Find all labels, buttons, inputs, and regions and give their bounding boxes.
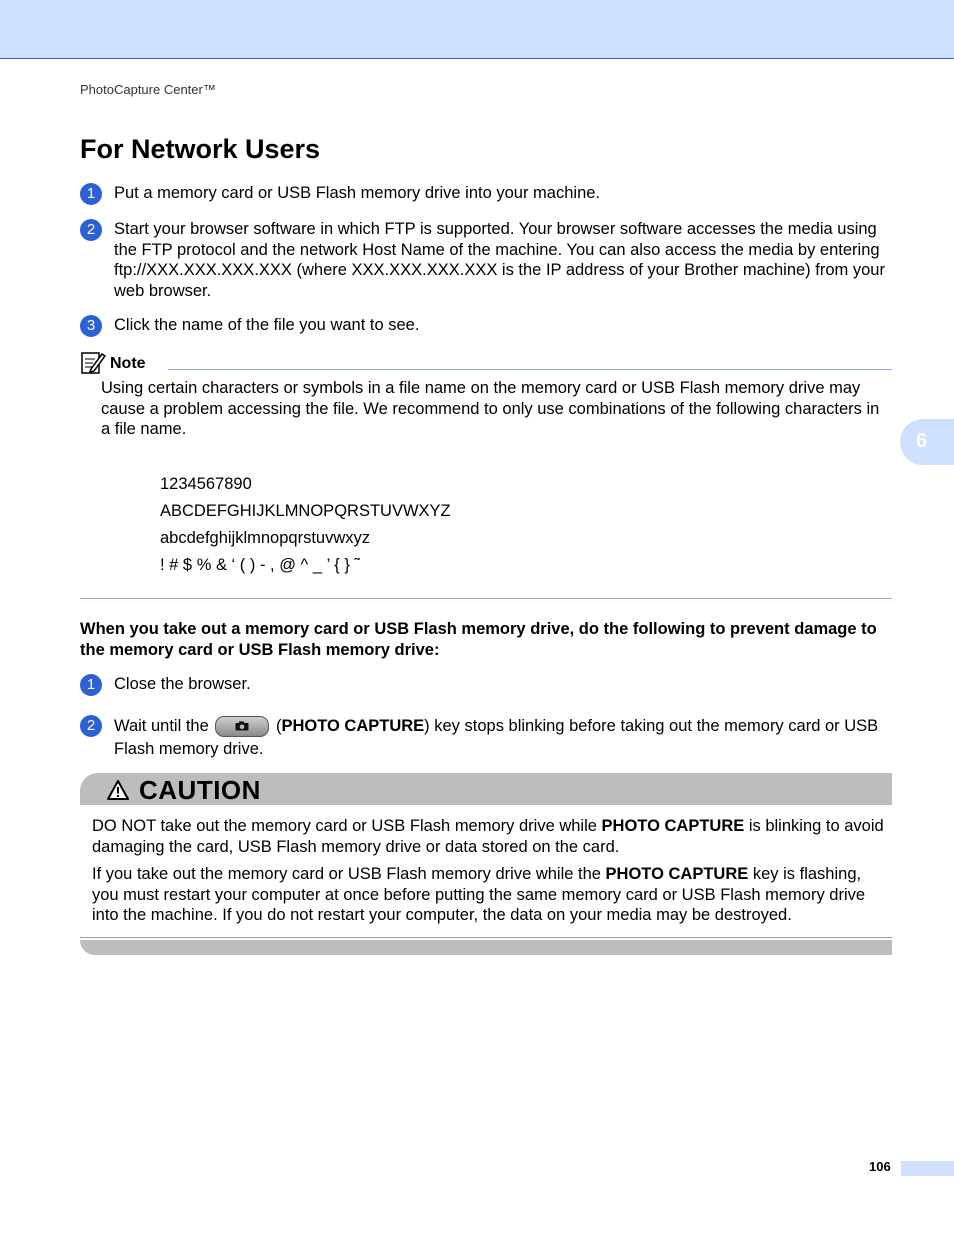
step-text: Start your browser software in which FTP is supported. Your browser software accesses the media using the FTP protocol and the network Host Name of the machine. You can also access the media by entering ftp://XXX.XXX.XXX.XXX (where XXX.XXX.XXX.XXX is the IP address of your Brother machine) from your web browser. [114, 220, 885, 300]
step-number: 1 [80, 183, 102, 205]
chapter-number: 6 [916, 430, 928, 452]
step-number: 2 [80, 219, 102, 241]
step-1 [80, 183, 892, 204]
caution-footer-bar [80, 940, 892, 955]
running-head: PhotoCapture Center™ [80, 82, 216, 97]
step-number: 3 [80, 315, 102, 337]
caution-paragraph-2 [92, 864, 892, 926]
caution-header [80, 773, 892, 805]
step-text: Put a memory card or USB Flash memory drive into your machine. [114, 184, 601, 202]
note-divider [168, 369, 892, 370]
caution-label: CAUTION [139, 775, 261, 805]
caution-text: If you take out the memory card or USB Flash memory drive while the [92, 865, 601, 883]
page-number: 106 [869, 1159, 891, 1174]
step-3 [80, 315, 892, 336]
step-number: 2 [80, 715, 102, 737]
step-text-after: ) key stops blinking before taking out the memory card or USB Flash memory drive. [114, 717, 879, 758]
allowed-symbols: ! # $ % & ‘ ( ) - , @ ^ _ ’ { } ˜ [160, 556, 360, 574]
note-divider-bottom [80, 598, 892, 599]
step-text [114, 715, 892, 761]
step-number: 1 [80, 674, 102, 696]
caution-text: is blinking to avoid damaging the card, USB Flash memory drive or data stored on the card. [92, 817, 884, 856]
caution-text: DO NOT take out the memory card or USB Flash memory drive while [92, 817, 597, 835]
page-number-tab [901, 1161, 954, 1176]
allowed-lowercase: abcdefghijklmnopqrstuvwxyz [160, 529, 371, 547]
removal-step-2 [80, 715, 892, 761]
camera-icon [235, 721, 249, 731]
step-text-before: Wait until the [114, 717, 209, 735]
paren-open: ( [275, 717, 282, 735]
caution-divider [80, 937, 892, 938]
removal-step-1 [80, 674, 892, 695]
note-label: Note [110, 355, 146, 372]
allowed-uppercase: ABCDEFGHIJKLMNOPQRSTUVWXYZ [160, 502, 451, 520]
note-text: Using certain characters or symbols in a file name on the memory card or USB Flash memory drive may cause a problem accessing the file. We recommend to only use combinations of the following characters in a file name. [101, 379, 880, 438]
removal-heading: When you take out a memory card or USB Flash memory drive, do the following to prevent damage to the memory card or USB Flash memory drive: [80, 620, 877, 659]
chapter-tab [900, 419, 954, 465]
step-text: Close the browser. [114, 675, 251, 693]
step-2 [80, 219, 892, 301]
photo-capture-key [215, 716, 269, 737]
allowed-digits: 1234567890 [160, 475, 252, 493]
warning-triangle-icon [107, 780, 129, 800]
key-name: PHOTO CAPTURE [281, 717, 425, 735]
page-title: For Network Users [80, 134, 321, 164]
caution-key-name: PHOTO CAPTURE [601, 817, 745, 835]
caution-paragraph-1 [92, 816, 892, 857]
caution-key-name: PHOTO CAPTURE [605, 865, 749, 883]
note-pencil-icon [80, 350, 106, 376]
step-text: Click the name of the file you want to see. [114, 316, 420, 334]
caution-text: key is flashing, you must restart your computer at once before putting the same memory card or USB Flash memory drive into the machine. If you do not restart your computer, the data on your media may be destroyed. [92, 865, 866, 924]
header-band [0, 0, 954, 59]
